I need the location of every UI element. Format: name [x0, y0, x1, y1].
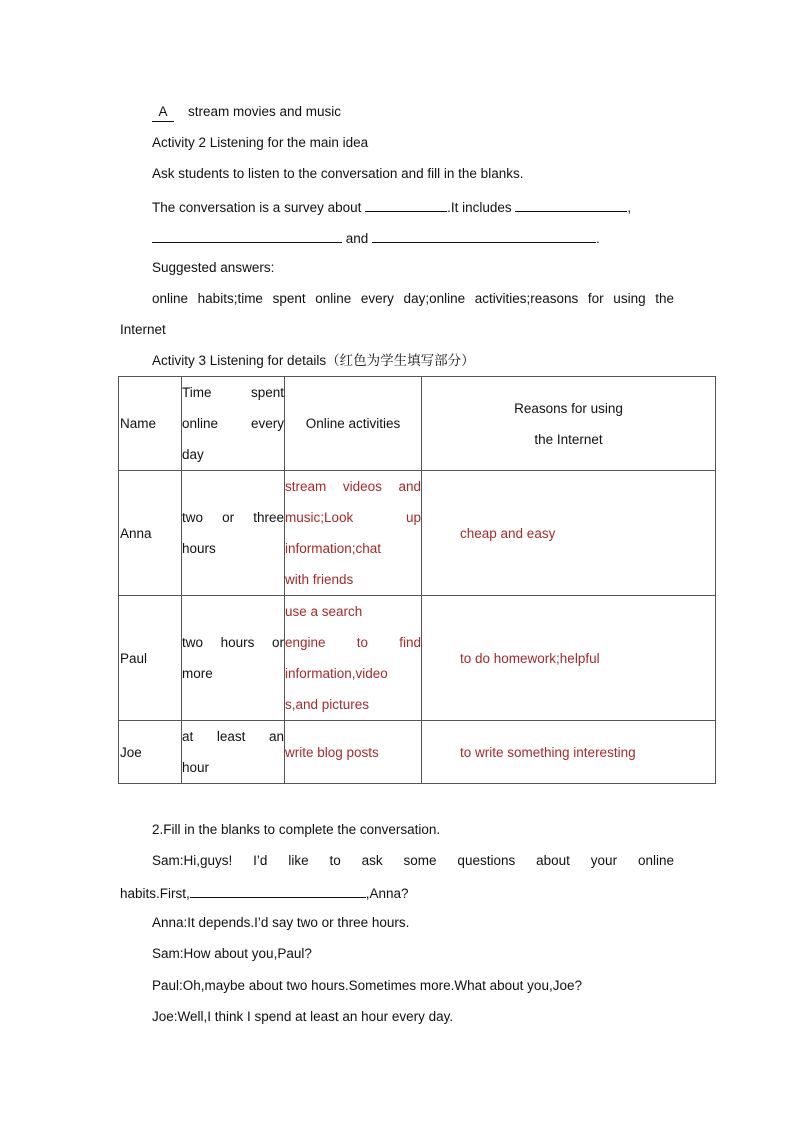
row-activities: write blog posts [285, 721, 422, 784]
answer-text: stream movies and music [188, 104, 342, 119]
suggested-label: Suggested answers: [152, 260, 275, 275]
activity2-title: Activity 2 Listening for the main idea [152, 135, 369, 150]
sentence-part2: .It includes [447, 200, 516, 215]
header-reasons: Reasons for using the Internet [422, 377, 716, 471]
answer-letter: A [152, 103, 174, 122]
conversation-title: 2.Fill in the blanks to complete the conversation. [152, 822, 441, 837]
row-reason: cheap and easy [422, 471, 716, 596]
row-name: Paul [119, 596, 182, 721]
table-row [119, 721, 716, 784]
row-activities: use a search engine to find information,video s,and pictures [285, 596, 422, 721]
suggested-line1: online habits;time spent online every day;online activities;reasons for using the [152, 291, 674, 306]
suggested-line2: Internet [120, 322, 166, 337]
row-time: at least an hour [182, 721, 285, 784]
joe-line: Joe:Well,I think I spend at least an hour every day. [152, 1009, 454, 1024]
blank-4 [372, 228, 596, 243]
table-header-row [119, 377, 716, 471]
header-name: Name [119, 377, 182, 471]
blank-3 [152, 228, 342, 243]
details-table [118, 376, 716, 784]
row-name: Anna [119, 471, 182, 596]
sam-line2: habits.First, ,Anna? [120, 883, 409, 903]
sentence-part3: , [627, 200, 632, 215]
blank-2 [515, 197, 627, 212]
survey-sentence [152, 197, 631, 217]
header-time: Time spent online every day [182, 377, 285, 471]
table-row [119, 596, 716, 721]
survey-sentence-cont [152, 228, 600, 248]
paul-line: Paul:Oh,maybe about two hours.Sometimes more.What about you,Joe? [152, 978, 582, 993]
answer-line [152, 103, 341, 122]
sam-line3: Sam:How about you,Paul? [152, 946, 312, 961]
row-activities: stream videos and music;Look up information;chat with friends [285, 471, 422, 596]
blank-5 [190, 883, 366, 898]
activity2-instruction: Ask students to listen to the conversation and fill in the blanks. [152, 166, 524, 181]
sentence-part1: The conversation is a survey about [152, 200, 366, 215]
header-activities: Online activities [285, 377, 422, 471]
anna-line: Anna:It depends.I’d say two or three hours. [152, 915, 410, 930]
blank-1 [365, 197, 447, 212]
row-name: Joe [119, 721, 182, 784]
sam-line1: Sam:Hi,guys! I’d like to ask some questions about your online [152, 853, 674, 868]
sentence-and: and [342, 231, 373, 246]
table-row [119, 471, 716, 596]
row-reason: to do homework;helpful [422, 596, 716, 721]
row-time: two hours or more [182, 596, 285, 721]
row-time: two or three hours [182, 471, 285, 596]
sentence-end: . [596, 231, 600, 246]
activity3-title: Activity 3 Listening for details（红色为学生填写部分） [152, 353, 475, 368]
row-reason: to write something interesting [422, 721, 716, 784]
